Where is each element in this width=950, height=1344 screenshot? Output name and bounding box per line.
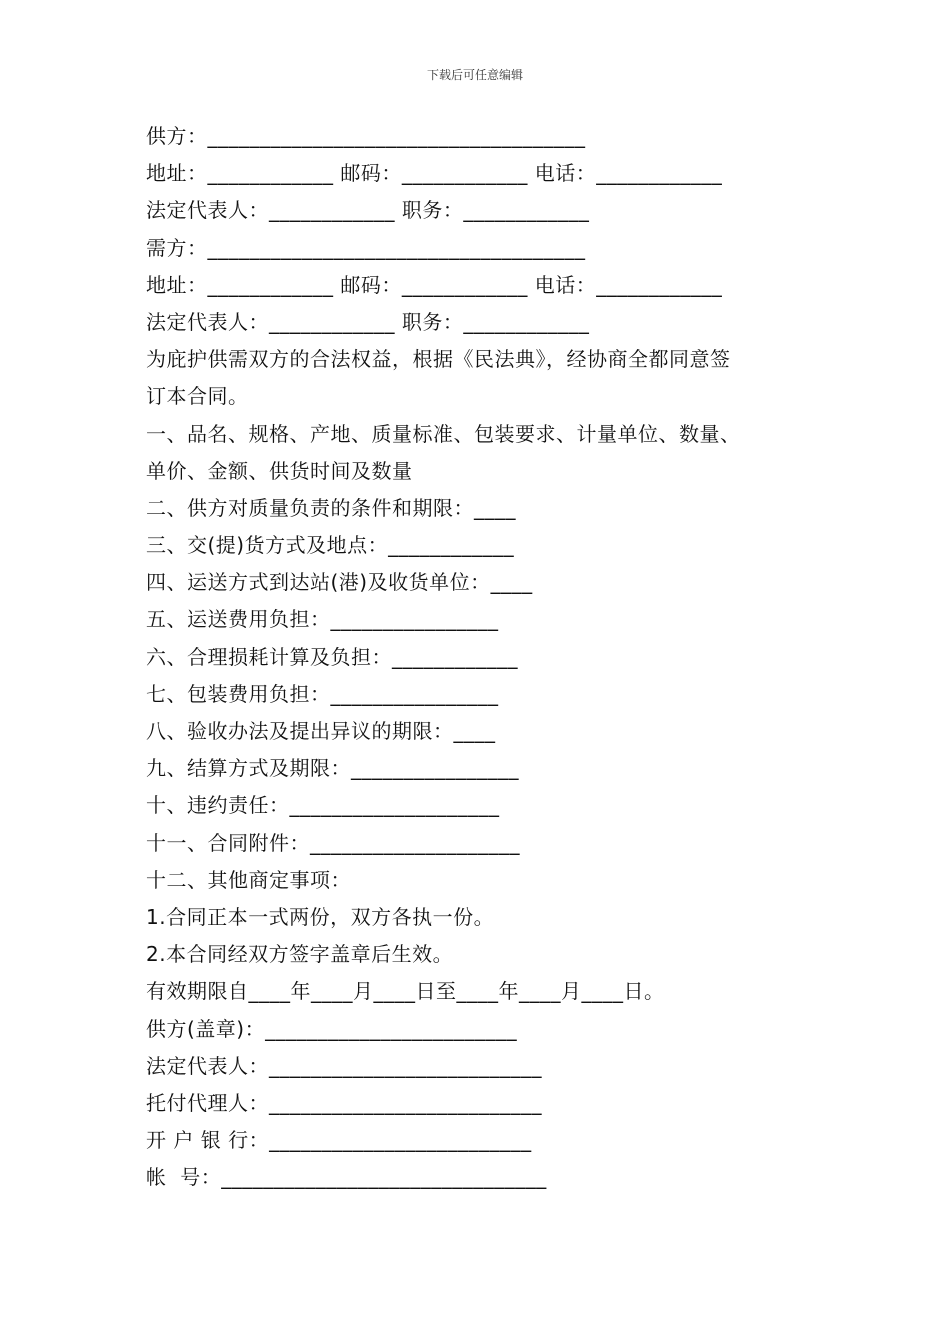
clause-10: 十、违约责任：____________________ <box>146 793 500 818</box>
clause-3: 三、交(提)货方式及地点：____________ <box>146 533 515 558</box>
clause-4: 四、运送方式到达站(港)及收货单位：____ <box>146 570 533 595</box>
clause-12-item-2: 2.本合同经双方签字盖章后生效。 <box>146 942 454 967</box>
clause-2: 二、供方对质量负责的条件和期限：____ <box>146 495 516 520</box>
intro-line-1: 为庇护供需双方的合法权益，根据《民法典》，经协商全都同意签 <box>146 347 731 372</box>
signature-supplier-seal: 供方(盖章)：________________________ <box>146 1016 518 1041</box>
buyer-name-line: 需方：____________________________________ <box>146 235 586 260</box>
clause-1-line-2: 单价、金额、供货时间及数量 <box>146 458 413 483</box>
supplier-name-line: 供方：____________________________________ <box>146 124 586 148</box>
supplier-address-line: 地址：____________ 邮码：____________ 电话：____________ <box>146 161 723 186</box>
page-header-note: 下载后可任意编辑 <box>426 68 523 82</box>
clause-5: 五、运送费用负担：________________ <box>146 607 499 632</box>
clause-9: 九、结算方式及期限：________________ <box>146 756 519 781</box>
signature-agent: 托付代理人：__________________________ <box>146 1090 542 1115</box>
intro-line-2: 订本合同。 <box>146 384 249 409</box>
signature-legal-representative: 法定代表人：__________________________ <box>146 1053 542 1078</box>
signature-bank: 开 户 银 行：_________________________ <box>146 1128 532 1153</box>
clause-7: 七、包装费用负担：________________ <box>146 681 499 706</box>
contract-body <box>146 118 806 1196</box>
buyer-representative-line: 法定代表人：____________ 职务：____________ <box>146 309 590 334</box>
clause-1-line-1: 一、品名、规格、产地、质量标准、包装要求、计量单位、数量、 <box>146 421 741 446</box>
clause-11: 十一、合同附件：____________________ <box>146 830 520 855</box>
clause-6: 六、合理损耗计算及负担：____________ <box>146 644 518 669</box>
supplier-representative-line: 法定代表人：____________ 职务：____________ <box>146 198 590 223</box>
validity-period-line: 有效期限自____年____月____日至____年____月____日。 <box>146 979 665 1004</box>
clause-12-item-1: 1.合同正本一式两份，双方各执一份。 <box>146 904 495 929</box>
signature-account: 帐 号：_______________________________ <box>146 1165 547 1190</box>
buyer-address-line: 地址：____________ 邮码：____________ 电话：____________ <box>146 272 723 297</box>
clause-8: 八、验收办法及提出异议的期限：____ <box>146 719 496 743</box>
clause-12: 十二、其他商定事项： <box>146 867 351 892</box>
